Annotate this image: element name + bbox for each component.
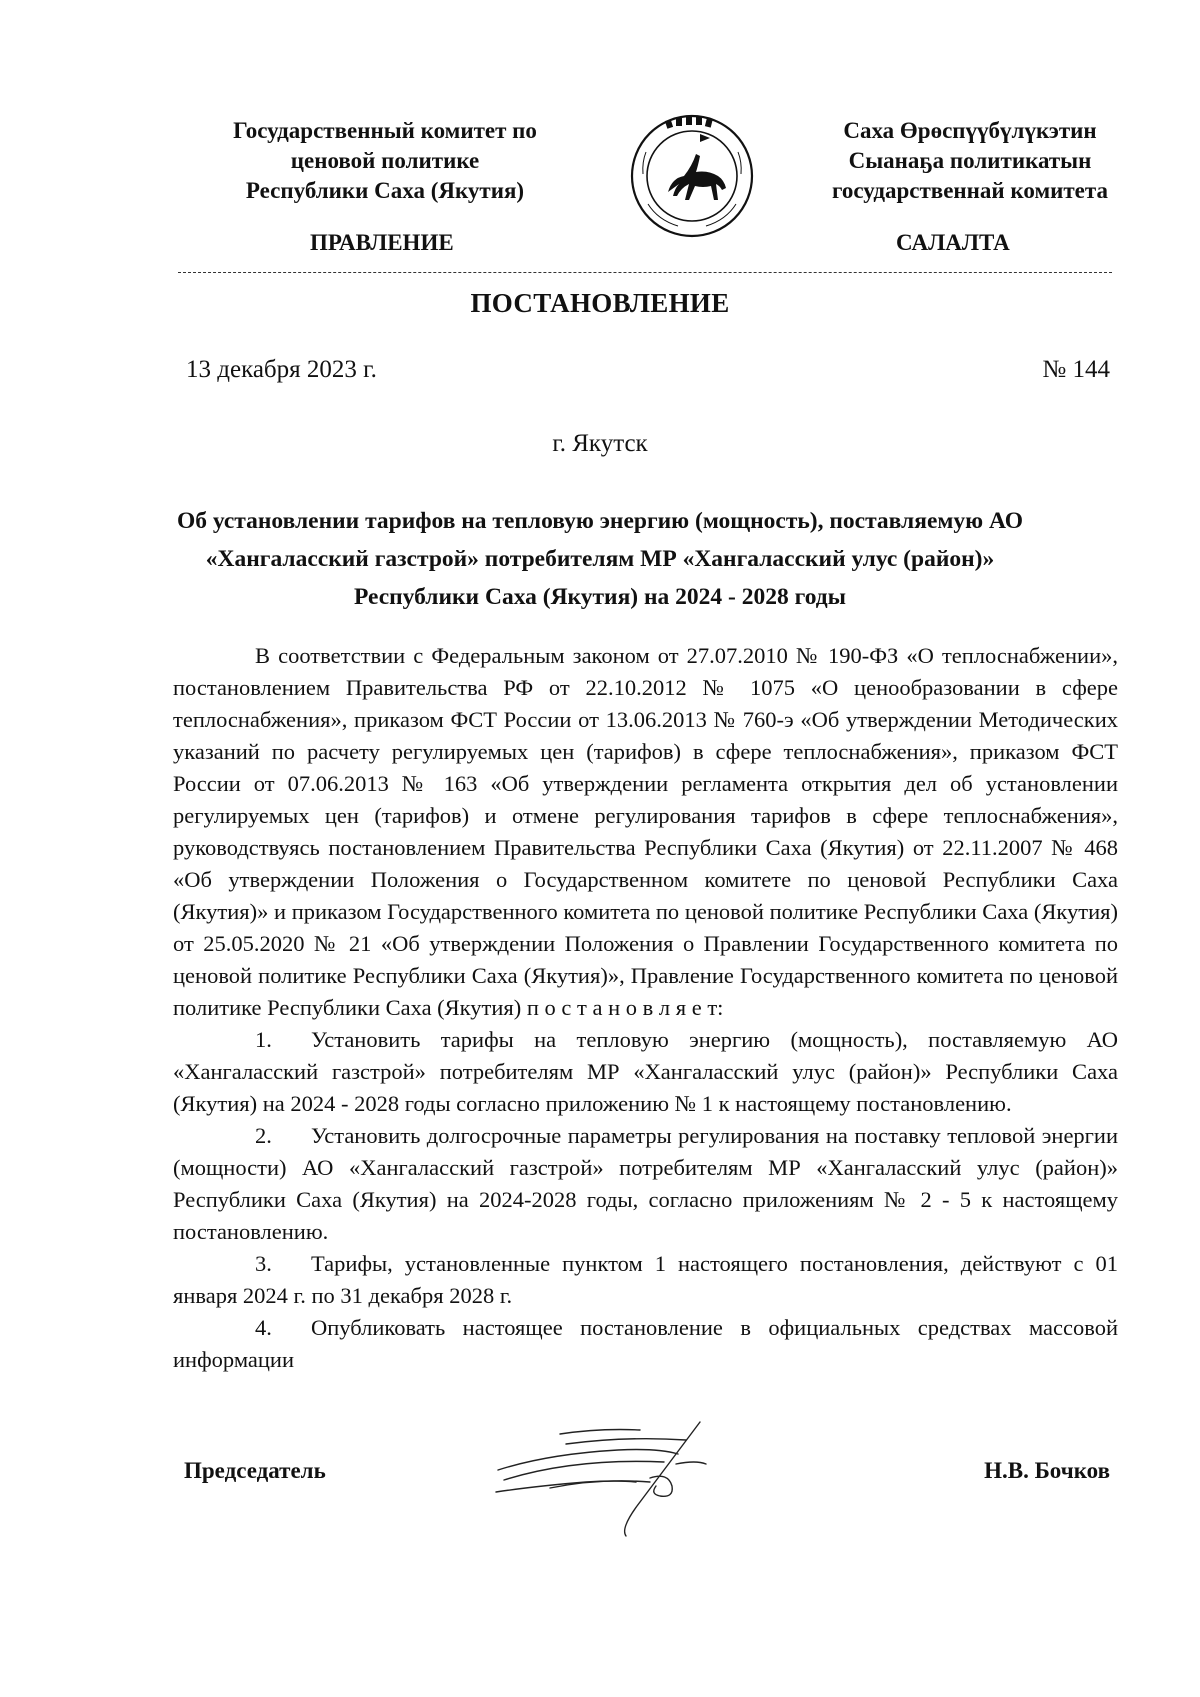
header-left-sub: ПРАВЛЕНИЕ — [310, 230, 454, 255]
document-date: 13 декабря 2023 г. — [186, 356, 377, 383]
header-left-line: ценовой политике — [290, 148, 480, 173]
preamble-paragraph: В соответствии с Федеральным законом от 27.07.2010 № 190-ФЗ «О теплоснабжении», постановлением Правительства РФ от 22.10.2012 № 1075 «О ценообразовании в сфере теплоснабжения», приказом ФСТ России от 13.06.2013 № 760-э «Об утверждении Методических указаний по расчету регулируемых цен (тарифов) в сфере теплоснабжения», приказом ФСТ России от 07.06.2013 № 163 «Об утверждении регламента открытия дел об установлении регулируемых цен (тарифов) и отмене регулирования тарифов в сфере теплоснабжения», руководствуясь постановлением Правительства Республики Саха (Якутия) от 22.11.2007 № 468 «Об утверждении Положения о Государственном комитете по ценовой Республики Саха (Якутия)» и приказом Государственного комитета по ценовой политике Республики Саха (Якутия) от 25.05.2020 № 21 «Об утверждении Положения о Правлении Государственного комитета по ценовой политике Республики Саха (Якутия)», Правление Государственного комитета по ценовой политике Республики Саха (Якутия) п о с т а н о в л я е т: — [173, 643, 1118, 1020]
list-item — [173, 1312, 1118, 1376]
header-left-org — [200, 116, 570, 206]
list-item-text: Установить долгосрочные параметры регулирования на поставку тепловой энергии (мощности) АО «Хангаласский газстрой» потребителям МР «Хангаласский улус (район)» Республики Саха (Якутия) на 2024-2028 годы, согласно приложениям № 2 - 5 к настоящему постановлению. — [173, 1123, 1118, 1244]
list-item-number: 1. — [255, 1027, 272, 1052]
document-city: г. Якутск — [552, 430, 648, 457]
handwritten-signature-icon — [490, 1418, 790, 1538]
header-divider — [178, 272, 1112, 273]
header-right-line: государственнай комитета — [832, 178, 1108, 203]
signatory-role: Председатель — [184, 1458, 326, 1483]
list-item-number: 3. — [255, 1251, 272, 1276]
header-left-line: Государственный комитет по — [233, 118, 537, 143]
header-right-line: Саха Өрөспүүбүлүкэтин — [843, 118, 1097, 143]
header-right-org — [815, 116, 1125, 206]
document-subject: Об установлении тарифов на тепловую энергию (мощность), поставляемую АО «Хангаласский газстрой» потребителям МР «Хангаласский улус (район)» Республики Саха (Якутия) на 2024 - 2028 годы — [176, 508, 1024, 610]
document-body — [173, 640, 1118, 1376]
list-item — [173, 1248, 1118, 1312]
header-right-line: Сыанаҕа политикатын — [848, 148, 1092, 173]
coat-of-arms-seal-icon — [628, 112, 756, 240]
list-item — [173, 1024, 1118, 1120]
list-item-text: Установить тарифы на тепловую энергию (мощность), поставляемую АО «Хангаласский газстрой» потребителям МР «Хангаласский улус (район)» Республики Саха (Якутия) на 2024 - 2028 годы согласно приложению № 1 к настоящему постановлению. — [173, 1027, 1118, 1116]
list-item-text: Тарифы, установленные пунктом 1 настоящего постановления, действуют с 01 января 2024 г. по 31 декабря 2028 г. — [173, 1251, 1118, 1308]
signatory-name: Н.В. Бочков — [984, 1458, 1110, 1483]
list-item-number: 4. — [255, 1315, 272, 1340]
list-item — [173, 1120, 1118, 1248]
document-number: № 144 — [1042, 356, 1110, 383]
list-item-number: 2. — [255, 1123, 272, 1148]
header-left-line: Республики Саха (Якутия) — [245, 178, 525, 203]
list-item-text: Опубликовать настоящее постановление в официальных средствах массовой информации — [173, 1315, 1118, 1372]
header-right-sub: САЛАЛТА — [896, 230, 1010, 255]
document-title: ПОСТАНОВЛЕНИЕ — [470, 288, 730, 318]
